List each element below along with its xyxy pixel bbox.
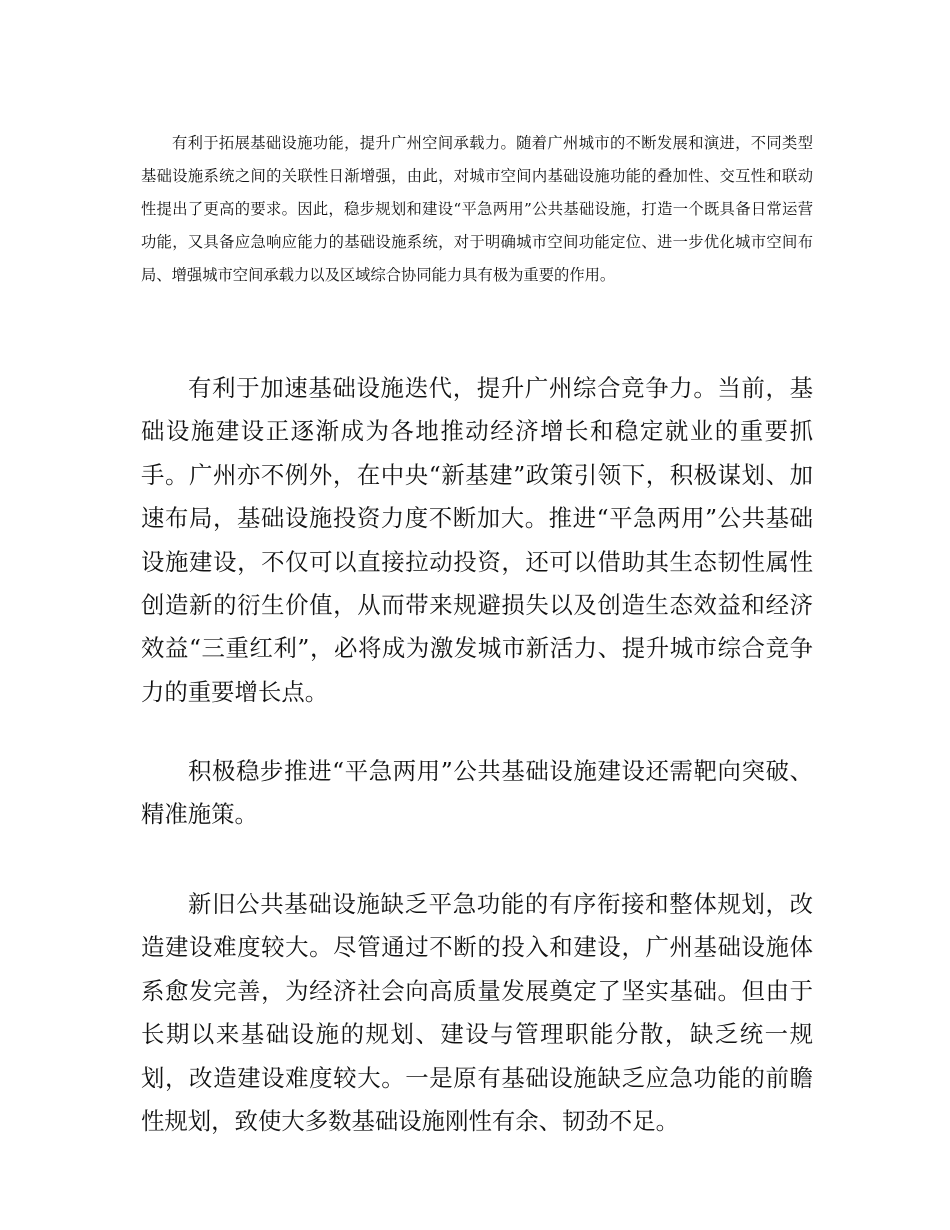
paragraph-competitiveness: 有利于加速基础设施迭代，提升广州综合竞争力。当前，基础设施建设正逐渐成为各地推动经济增长和稳定就业的重要抓手。广州亦不例外，在中央“新基建”政策引领下，积极谋划、加速布局，基础设施投资力度不断加大。推进“平急两用”公共基础设施建设，不仅可以直接拉动投资，还可以借助其生态韧性属性创造新的衍生价值，从而带来规避损失以及创造生态效益和经济效益“三重红利”，必将成为激发城市新活力、提升城市综合竞争力的重要增长点。 bbox=[141, 374, 813, 706]
paragraph-planning-issues: 新旧公共基础设施缺乏平急功能的有序衔接和整体规划，改造建设难度较大。尽管通过不断的投入和建设，广州基础设施体系愈发完善，为经济社会向高质量发展奠定了坚实基础。但由于长期以来基础设施的规划、建设与管理职能分散，缺乏统一规划，改造建设难度较大。一是原有基础设施缺乏应急功能的前瞻性规划，致使大多数基础设施刚性有余、韧劲不足。 bbox=[141, 890, 813, 1136]
paragraph-infrastructure-function: 有利于拓展基础设施功能，提升广州空间承载力。随着广州城市的不断发展和演进，不同类型基础设施系统之间的关联性日渐增强，由此，对城市空间内基础设施功能的叠加性、交互性和联动性提出了更高的要求。因此，稳步规划和建设“平急两用”公共基础设施，打造一个既具备日常运营功能，又具备应急响应能力的基础设施系统，对于明确城市空间功能定位、进一步优化城市空间布局、增强城市空间承载力以及区域综合协同能力具有极为重要的作用。 bbox=[141, 134, 813, 284]
paragraph-targeted-measures: 积极稳步推进“平急两用”公共基础设施建设还需靶向突破、精准施策。 bbox=[141, 757, 813, 829]
